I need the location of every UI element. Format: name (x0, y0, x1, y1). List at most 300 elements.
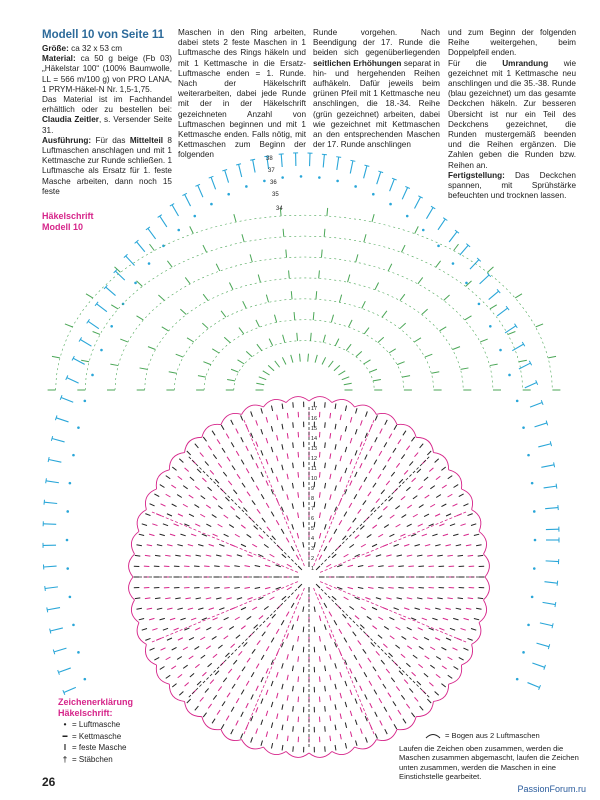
round-stitch (383, 644, 387, 648)
round-stitch (379, 451, 382, 456)
round-stitch (414, 697, 418, 701)
round-stitch (439, 524, 444, 526)
border-chain (354, 185, 357, 188)
fan-stitch (425, 354, 432, 357)
round-stitch (356, 741, 358, 746)
border-stitch (402, 187, 407, 199)
fan-stitch (364, 328, 369, 334)
round-stitch (437, 598, 442, 599)
round-stitch (281, 642, 283, 647)
border-chain (478, 303, 481, 306)
round-stitch (355, 535, 359, 539)
round-stitch (342, 536, 346, 540)
round-stitch (216, 555, 221, 556)
round-stitch (155, 598, 160, 599)
round-stitch (231, 506, 235, 510)
scallop-arc (202, 717, 221, 730)
round-stitch (345, 426, 346, 431)
round-stitch (435, 638, 440, 640)
round-stitch (293, 686, 294, 691)
round-stitch (461, 628, 466, 630)
border-chain (465, 282, 468, 285)
radial-spoke (150, 582, 298, 643)
fan-stitch (258, 274, 260, 282)
round-stitch (442, 485, 447, 488)
round-stitch (282, 596, 286, 600)
round-stitch (185, 682, 189, 686)
round-stitch (393, 701, 396, 706)
round-stitch (241, 415, 243, 420)
round-number: 8 (311, 496, 315, 502)
round-stitch (255, 587, 260, 588)
round-stitch (257, 509, 260, 513)
border-stitch (61, 397, 73, 402)
round-stitch (412, 672, 416, 676)
radial-spoke (187, 455, 300, 568)
round-stitch (325, 746, 326, 751)
round-stitch (324, 524, 326, 529)
round-stitch (150, 504, 155, 506)
round-stitch (474, 618, 479, 619)
round-stitch (358, 587, 363, 588)
round-stitch (335, 424, 336, 429)
round-stitch (191, 618, 196, 620)
fan-stitch (250, 254, 252, 262)
round-stitch (298, 492, 299, 497)
round-stitch (383, 465, 386, 470)
round-stitch (251, 433, 253, 438)
round-stitch (212, 515, 217, 518)
round-stitch (293, 726, 294, 731)
round-stitch (271, 681, 273, 686)
round-stitch (185, 598, 190, 599)
fan-stitch (480, 339, 487, 342)
border-stitch (532, 663, 544, 667)
round-stitch (403, 431, 406, 436)
fan-stitch (310, 333, 311, 341)
round-stitch (189, 495, 194, 498)
round-stitch (360, 729, 362, 734)
round-stitch (420, 706, 424, 710)
round-stitch (161, 648, 166, 650)
round-stitch (375, 734, 377, 739)
scallop-arc (376, 729, 397, 740)
fan-stitch (140, 368, 148, 369)
border-chain (263, 180, 266, 183)
fan-stitch (465, 316, 472, 320)
round-stitch (291, 603, 294, 608)
round-stitch (390, 636, 394, 639)
round-stitch (422, 618, 427, 620)
round-stitch (261, 655, 264, 660)
round-stitch (254, 526, 258, 530)
round-stitch (435, 459, 439, 463)
round-stitch (378, 534, 383, 537)
round-stitch (145, 598, 150, 599)
round-stitch (206, 627, 211, 630)
border-chain (72, 624, 75, 627)
round-stitch (330, 515, 332, 520)
round-stitch (178, 638, 183, 640)
round-stitch (135, 555, 140, 556)
scallop-arc (355, 405, 377, 414)
round-stitch (214, 587, 219, 588)
fan-stitch (331, 315, 333, 323)
round-stitch (358, 640, 361, 644)
radial-spoke (243, 418, 304, 566)
round-stitch (287, 736, 288, 741)
round-stitch (354, 494, 357, 499)
legend-item-double (58, 754, 133, 766)
fan-stitch (454, 244, 459, 250)
round-stitch (177, 608, 182, 609)
round-stitch (395, 645, 399, 648)
round-stitch (337, 565, 342, 567)
round-stitch (194, 505, 199, 508)
round-stitch (354, 655, 357, 660)
round-stitch (282, 663, 284, 668)
border-stitch (222, 169, 227, 170)
border-chain (516, 400, 519, 403)
round-stitch (246, 446, 248, 451)
round-stitch (350, 711, 352, 716)
round-stitch (195, 444, 199, 448)
vendor-name: Claudia Zeitler (42, 115, 99, 125)
round-stitch (443, 618, 448, 620)
border-stitch (172, 205, 179, 216)
round-stitch (261, 720, 263, 725)
scallop-arc (131, 600, 139, 623)
round-stitch (330, 695, 331, 700)
round-stitch (358, 509, 361, 513)
round-stitch (319, 594, 322, 599)
fan-stitch (389, 349, 396, 353)
border-chain (489, 325, 492, 328)
round-stitch (259, 535, 263, 539)
border-chain (66, 539, 69, 542)
round-stitch (365, 716, 367, 721)
round-stitch (365, 555, 370, 557)
round-stitch (407, 598, 412, 599)
round-stitch (324, 625, 326, 630)
border-stitch (97, 304, 107, 312)
legend-label: = Luftmasche (72, 720, 121, 730)
border-stitch (198, 185, 203, 197)
round-stitch (464, 534, 469, 535)
round-stitch (277, 435, 278, 440)
round-stitch (364, 672, 367, 677)
round-stitch (244, 566, 249, 567)
fan-stitch (289, 270, 290, 278)
round-stitch (270, 597, 275, 600)
round-stitch (447, 555, 452, 556)
round-stitch (324, 546, 327, 551)
round-stitch (418, 524, 423, 526)
scallop-arc (479, 600, 487, 623)
round-stitch (367, 616, 372, 619)
arc-legend-label: = Bogen aus 2 Luftmaschen (445, 731, 540, 740)
round-stitch (271, 512, 274, 517)
round-stitch (180, 618, 185, 620)
fan-arc (204, 320, 404, 390)
round-stitch (198, 608, 203, 610)
border-chain (100, 349, 103, 352)
diagram-label-line-1: Häkelschrift (42, 211, 94, 221)
border-stitch (211, 177, 216, 189)
round-stitch (298, 636, 299, 641)
round-number: 10 (311, 476, 318, 482)
round-stitch (442, 666, 447, 669)
round-stitch (353, 632, 356, 636)
round-stitch (384, 626, 389, 629)
border-stitch (137, 242, 145, 252)
round-stitch (204, 587, 209, 588)
round-stitch (417, 598, 422, 599)
border-chain (300, 175, 303, 178)
round-stitch (233, 660, 237, 664)
round-stitch (259, 616, 263, 620)
round-stitch (157, 545, 162, 546)
round-stitch (216, 598, 221, 599)
fan-stitch (388, 264, 392, 271)
round-stitch (419, 505, 424, 508)
round-stitch (241, 690, 244, 695)
round-stitch (172, 684, 176, 687)
fan-stitch (86, 294, 93, 298)
round-stitch (203, 713, 206, 717)
round-stitch (385, 420, 387, 425)
round-stitch (252, 544, 257, 547)
round-stitch (381, 490, 385, 494)
column-3-bold: seitlichen Erhöhungen (313, 58, 402, 68)
border-stitch (538, 444, 551, 447)
border-stitch (449, 232, 457, 242)
border-stitch (540, 623, 553, 626)
round-stitch (265, 587, 270, 588)
round-stitch (404, 544, 409, 546)
round-stitch (398, 587, 403, 588)
round-stitch (376, 555, 381, 557)
round-stitch (344, 597, 349, 600)
round-stitch (365, 694, 367, 699)
round-stitch (453, 534, 458, 536)
round-stitch (172, 504, 177, 507)
round-stitch (355, 699, 357, 704)
round-stitch (427, 451, 431, 455)
round-stitch (293, 422, 294, 427)
round-stitch (271, 743, 272, 748)
round-stitch (139, 534, 144, 535)
round-stitch (375, 437, 377, 442)
fan-stitch (397, 362, 404, 365)
round-stitch (335, 745, 336, 750)
round-stitch (287, 715, 288, 720)
round-stitch (388, 457, 391, 462)
legend-item-chain (58, 719, 133, 731)
fan-stitch (259, 377, 266, 380)
round-stitch (241, 525, 245, 528)
round-number: 17 (311, 406, 318, 412)
round-stitch (272, 614, 276, 618)
round-stitch (445, 545, 450, 546)
round-stitch (206, 505, 211, 508)
border-stitch (50, 628, 63, 631)
round-stitch (378, 566, 383, 567)
round-stitch (286, 538, 289, 543)
fan-stitch (375, 282, 379, 289)
fan-stitch (52, 356, 60, 357)
round-stitch (400, 618, 405, 620)
border-stitch (528, 683, 540, 688)
fan-stitch (316, 291, 317, 299)
fan-stitch (216, 264, 220, 271)
fan-stitch (203, 362, 210, 365)
round-stitch (366, 411, 368, 416)
round-stitch (266, 711, 268, 716)
fan-stitch (415, 226, 419, 233)
round-stitch (413, 637, 418, 640)
border-chain (134, 282, 137, 285)
round-stitch (401, 496, 405, 500)
scallop-arc (472, 623, 481, 645)
scallop-arc (416, 701, 433, 716)
round-stitch (360, 442, 362, 447)
round-stitch (209, 544, 214, 546)
round-stitch (177, 545, 182, 546)
diagram-label (42, 211, 94, 233)
border-stitch (438, 219, 445, 230)
round-stitch (152, 524, 157, 526)
round-stitch (368, 492, 371, 496)
round-stitch (388, 587, 393, 588)
border-stitch (377, 172, 381, 184)
round-stitch (391, 678, 394, 682)
round-stitch (349, 503, 352, 508)
round-stitch (237, 598, 242, 600)
round-stitch (277, 456, 278, 461)
fan-stitch (294, 312, 295, 320)
fan-stitch (176, 354, 183, 357)
border-stitch (480, 275, 489, 284)
border-stitch (548, 644, 549, 649)
round-stitch (461, 524, 466, 526)
round-stitch (394, 608, 399, 610)
round-stitch (145, 514, 150, 516)
round-stitch (409, 461, 413, 465)
round-stitch (183, 486, 187, 489)
fan-stitch (508, 332, 515, 335)
radial-spoke (187, 585, 300, 698)
round-stitch (195, 524, 200, 526)
fan-stitch (515, 294, 522, 298)
round-stitch (212, 636, 217, 639)
round-stitch (396, 524, 401, 527)
legend-heading-2: Häkelschrift: (58, 708, 113, 718)
fan-stitch (256, 320, 260, 327)
border-stitch (47, 607, 48, 612)
fan-stitch (148, 347, 155, 350)
round-stitch (344, 554, 349, 557)
round-stitch (314, 627, 315, 632)
fan-stitch (356, 254, 358, 262)
fan-stitch (401, 245, 405, 252)
scallop-arc (416, 437, 433, 452)
round-stitch (282, 465, 283, 470)
fan-arc (145, 278, 464, 390)
row-number: 37 (268, 168, 275, 174)
round-stitch (330, 433, 331, 438)
round-stitch (424, 514, 429, 517)
fan-stitch (444, 295, 450, 300)
round-stitch (170, 618, 175, 620)
round-stitch (267, 527, 271, 531)
round-stitch (400, 534, 405, 536)
row-number: 34 (276, 206, 283, 212)
symbol-note (399, 731, 585, 782)
fan-stitch (227, 379, 235, 380)
round-stitch (330, 494, 331, 499)
round-stitch (166, 657, 171, 660)
fan-stitch (300, 354, 301, 362)
round-stitch (348, 527, 352, 531)
fan-stitch (169, 372, 177, 373)
round-stitch (149, 534, 154, 535)
round-stitch (419, 587, 424, 588)
round-stitch (231, 707, 234, 712)
round-stitch (363, 500, 366, 504)
fan-stitch (422, 309, 428, 314)
round-stitch (149, 618, 154, 619)
round-stitch (395, 506, 399, 509)
round-stitch (396, 463, 399, 467)
round-stitch (384, 442, 387, 447)
round-stitch (271, 723, 272, 728)
round-stitch (264, 544, 268, 547)
border-stitch (364, 166, 367, 179)
round-stitch (335, 642, 337, 647)
round-stitch (271, 426, 272, 431)
page-number: 26 (42, 775, 56, 789)
border-stitch (530, 403, 542, 408)
round-stitch (188, 545, 193, 546)
fan-arc (174, 299, 433, 390)
round-stitch (281, 507, 283, 512)
round-stitch (319, 533, 320, 538)
round-stitch (340, 415, 341, 420)
fan-stitch (418, 277, 423, 283)
round-stitch (256, 463, 258, 468)
round-stitch (251, 477, 254, 482)
round-stitch (397, 598, 402, 599)
round-stitch (427, 555, 432, 556)
round-stitch (293, 706, 294, 711)
round-stitch (189, 637, 194, 640)
border-chain (534, 539, 537, 542)
round-stitch (287, 453, 288, 458)
round-stitch (368, 587, 373, 588)
border-stitch (550, 441, 551, 446)
round-stitch (183, 665, 187, 668)
round-stitch (378, 516, 382, 520)
round-stitch (236, 429, 238, 434)
border-stitch (537, 643, 549, 647)
round-stitch (367, 534, 372, 537)
single-crochet-icon: I (63, 743, 67, 753)
radial-spoke (320, 511, 468, 572)
round-stitch (345, 468, 347, 473)
round-stitch (224, 587, 229, 588)
fan-stitch (402, 376, 410, 377)
